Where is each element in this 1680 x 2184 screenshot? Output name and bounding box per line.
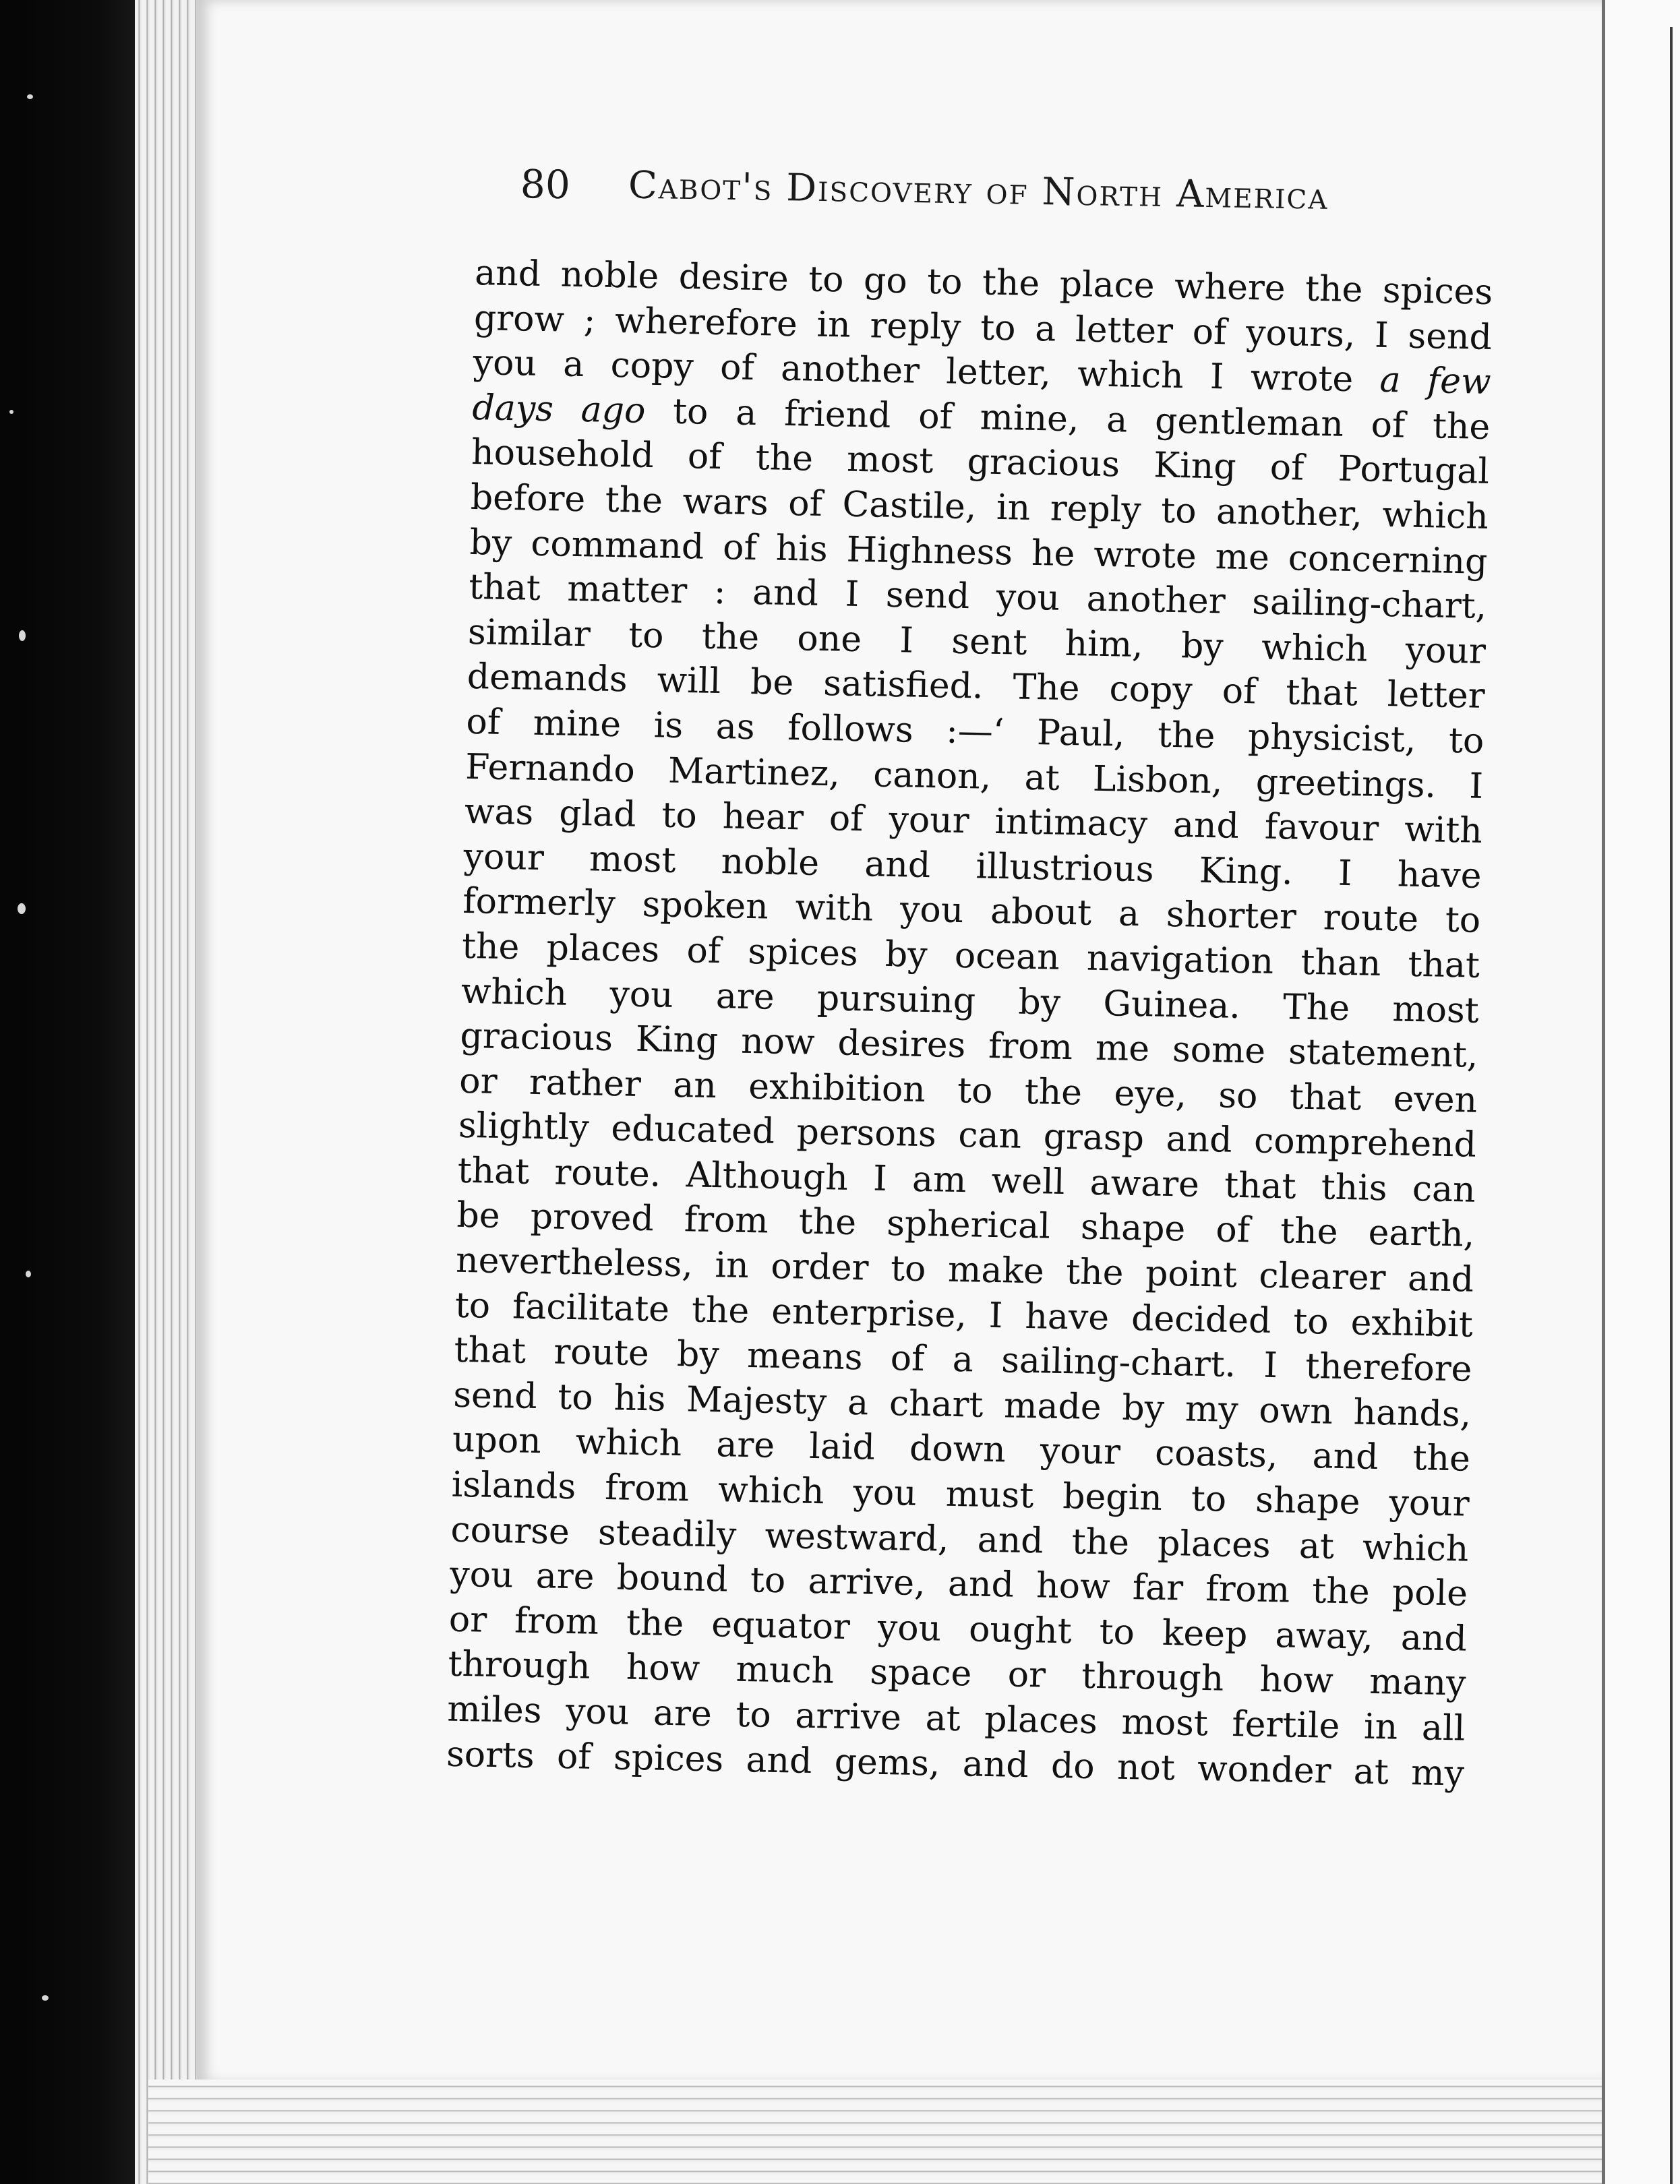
text-line: be proved from the spherical shape of the earth, [456, 1195, 1475, 1256]
text-line: or from the equator you ought to keep away, and [448, 1599, 1468, 1660]
text-line-part: to a friend of mine, a gentleman of the [672, 391, 1491, 448]
text-line: send to his Majesty a chart made by my own hands, [452, 1374, 1472, 1435]
right-scan-edge [1670, 27, 1673, 2184]
text-line: that route. Although I am well aware that this can [457, 1150, 1476, 1211]
page-number: 80 [520, 161, 571, 208]
dust-speck [19, 630, 26, 641]
text-line: your most noble and illustrious King. I have [463, 836, 1482, 897]
dust-speck [26, 1271, 31, 1277]
text-line: that matter : and I send you another sailing-chart, [468, 567, 1487, 628]
text-line: miles you are to arrive at places most fertile in all [446, 1689, 1466, 1749]
text-line: or rather an exhibition to the eye, so that even [458, 1060, 1478, 1121]
text-line: you are bound to arrive, and how far from the pole [449, 1554, 1468, 1614]
dust-speck [42, 1995, 49, 2001]
right-margin [1605, 0, 1680, 2184]
text-line: household of the most gracious King of Portugal [471, 432, 1490, 493]
text-line: demands will be satisfied. The copy of that letter [467, 657, 1486, 717]
text-line: formerly spoken with you about a shorter route to [462, 881, 1481, 942]
text-line-part: you a copy of another letter, which I wrote [473, 342, 1354, 400]
text-line: upon which are laid down your coasts, and the [452, 1420, 1471, 1480]
text-line: the places of spices by ocean navigation than that [461, 926, 1480, 986]
text-line: course steadily westward, and the places at which [450, 1509, 1469, 1570]
running-title: Cabot's Discovery of North America [628, 163, 1329, 218]
dust-speck [27, 94, 33, 99]
text-line: gracious King now desires from me some statement, [460, 1015, 1478, 1076]
text-line: and noble desire to go to the place where the spices [474, 252, 1493, 313]
text-line: through how much space or through how many [448, 1644, 1467, 1705]
italic-text: a few [1379, 359, 1492, 403]
text-line: slightly educated persons can grasp and comprehend [458, 1105, 1477, 1166]
text-line: nevertheless, in order to make the point clearer and [455, 1240, 1474, 1300]
text-line: before the wars of Castile, in reply to another, which [470, 477, 1489, 537]
dust-speck [18, 903, 26, 914]
text-line: Fernando Martinez, canon, at Lisbon, greetings. I [464, 746, 1484, 807]
text-line: was glad to hear of your intimacy and favour with [464, 791, 1483, 851]
text-line: similar to the one I sent him, by which your [467, 611, 1487, 672]
text-line: grow ; wherefore in reply to a letter of yours, I send [473, 297, 1493, 358]
page-edges-left [135, 0, 199, 2184]
text-line: of mine is as follows :—‘ Paul, the physicist, to [466, 701, 1484, 762]
dust-speck [9, 410, 13, 414]
page-edges-bottom [148, 2080, 1618, 2184]
text-line: which you are pursuing by Guinea. The most [460, 971, 1480, 1031]
text-line: to facilitate the enterprise, I have decided to exhibit [454, 1285, 1474, 1345]
body-text [446, 251, 1493, 1796]
text-line: islands from which you must begin to shape your [451, 1464, 1470, 1525]
text-line: sorts of spices and gems, and do not wonder at my [446, 1734, 1465, 1794]
right-page-edge-line [1602, 0, 1605, 2184]
text-line: that route by means of a sailing-chart. I therefore [454, 1329, 1472, 1390]
text-line: by command of his Highness he wrote me concerning [469, 522, 1488, 582]
italic-text: days ago [471, 387, 646, 431]
